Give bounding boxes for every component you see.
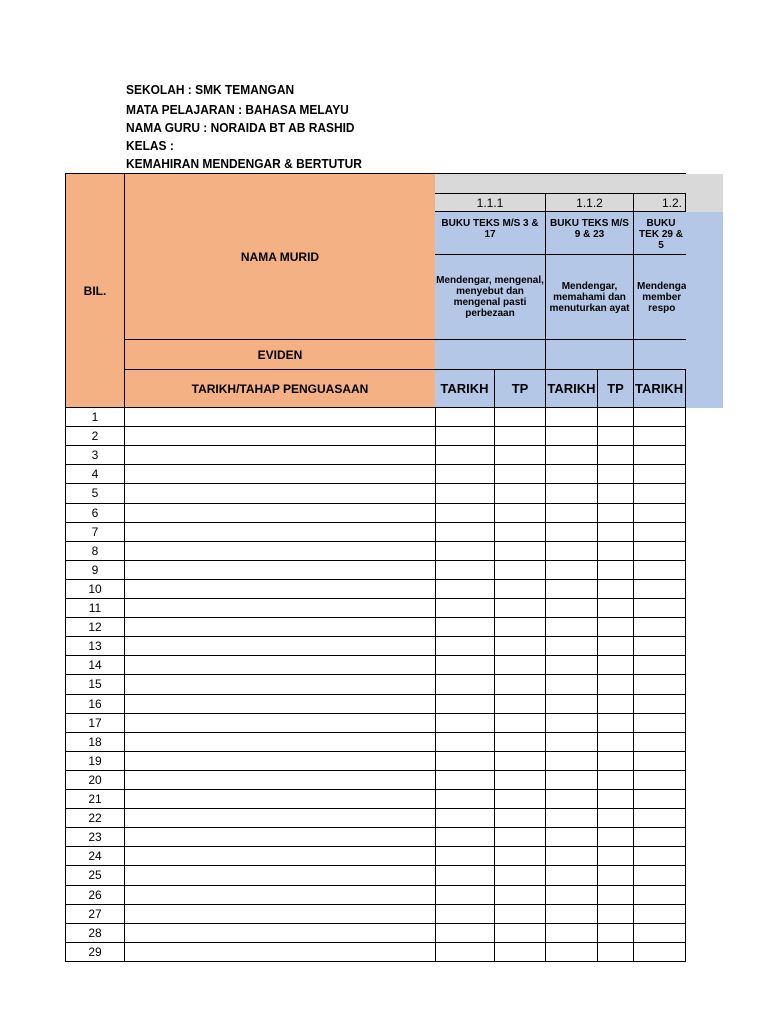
tp-cell-1[interactable]: [495, 426, 546, 446]
tp-cell-2[interactable]: [598, 942, 634, 962]
tarikh-cell-1[interactable]: [435, 560, 495, 580]
tarikh-cell-2[interactable]: [546, 617, 598, 637]
standard-code-2-text: 1.1.2: [576, 195, 603, 210]
tp-cell-2[interactable]: [598, 503, 634, 523]
tp-cell-1[interactable]: [495, 522, 546, 542]
standard-source-1-text: BUKU TEKS M/S 3 & 17: [441, 218, 539, 240]
tp-cell-2[interactable]: [598, 483, 634, 504]
row-number: 21: [88, 791, 102, 806]
tarikh-cell-3[interactable]: [634, 923, 686, 943]
row-number: 15: [88, 677, 102, 691]
standard-desc-3: [634, 255, 686, 340]
standard-source-3-text: BUKU TEK 29 & 5: [639, 218, 683, 251]
tp-cell-1[interactable]: [495, 827, 546, 847]
subject-label: MATA PELAJARAN : BAHASA MELAYU: [126, 102, 349, 117]
tarikh-tahap-text: TARIKH/TAHAP PENGUASAAN: [191, 381, 369, 396]
bil-cell: [65, 426, 125, 446]
row-number: 24: [88, 848, 102, 863]
row-number: 26: [88, 887, 102, 902]
nama-cell[interactable]: [125, 655, 436, 675]
tarikh-cell-3[interactable]: [634, 445, 686, 465]
tp-cell-2[interactable]: [598, 846, 634, 866]
standard-code-3-text: 1.2.: [662, 195, 683, 210]
tp-cell-1[interactable]: [495, 751, 546, 771]
tarikh-cell-2[interactable]: [546, 713, 598, 733]
nama-murid-text: NAMA MURID: [240, 249, 320, 264]
tarikh-cell-3[interactable]: [634, 808, 686, 828]
tarikh-cell-3[interactable]: [634, 598, 686, 618]
tp-cell-1[interactable]: [495, 407, 546, 427]
class-label: KELAS :: [126, 138, 174, 153]
bil-cell: [65, 483, 125, 504]
nama-cell[interactable]: [125, 636, 436, 656]
tarikh-cell-3[interactable]: [634, 885, 686, 905]
tarikh-cell-2[interactable]: [546, 522, 598, 542]
eviden-cell-3[interactable]: [634, 340, 686, 370]
tarikh-cell-2[interactable]: [546, 789, 598, 809]
tp-cell-2[interactable]: [598, 732, 634, 752]
school-label: SEKOLAH : SMK TEMANGAN: [126, 82, 295, 97]
bil-cell: [65, 636, 125, 656]
nama-cell[interactable]: [125, 846, 436, 866]
tarikh-cell-2[interactable]: [546, 426, 598, 446]
tp-cell-2[interactable]: [598, 579, 634, 599]
tarikh-cell-2[interactable]: [546, 598, 598, 618]
bil-cell: [65, 560, 125, 580]
tarikh-header-2: [546, 370, 598, 408]
tp-cell-1[interactable]: [495, 483, 546, 504]
tp-cell-1[interactable]: [495, 865, 546, 886]
bil-cell: [65, 579, 125, 599]
tp-cell-1[interactable]: [495, 560, 546, 580]
bil-cell: [65, 904, 125, 924]
tarikh-cell-3[interactable]: [634, 770, 686, 790]
nama-cell[interactable]: [125, 942, 436, 962]
row-number: 22: [88, 810, 102, 825]
eviden-cell-2[interactable]: [546, 340, 634, 370]
nama-cell[interactable]: [125, 579, 436, 599]
row-number: 11: [88, 600, 102, 615]
tp-cell-2[interactable]: [598, 655, 634, 675]
tarikh-header-3-text: TARIKH: [635, 381, 684, 396]
nama-cell[interactable]: [125, 674, 436, 695]
tp-header-1: [495, 370, 546, 408]
tp-header-2: [598, 370, 634, 408]
tp-cell-2[interactable]: [598, 885, 634, 905]
nama-cell[interactable]: [125, 598, 436, 618]
tp-cell-1[interactable]: [495, 598, 546, 618]
eviden-cell-1[interactable]: [435, 340, 546, 370]
tp-cell-1[interactable]: [495, 789, 546, 809]
row-number: 10: [88, 581, 102, 596]
tarikh-cell-2[interactable]: [546, 885, 598, 905]
row-number: 12: [88, 619, 102, 634]
nama-cell[interactable]: [125, 732, 436, 752]
tarikh-cell-2[interactable]: [546, 407, 598, 427]
tp-cell-2[interactable]: [598, 407, 634, 427]
bil-cell: [65, 942, 125, 962]
tp-cell-1[interactable]: [495, 655, 546, 675]
tarikh-cell-2[interactable]: [546, 942, 598, 962]
row-number: 3: [91, 447, 99, 462]
nama-cell[interactable]: [125, 445, 436, 465]
tp-cell-1[interactable]: [495, 503, 546, 523]
bil-cell: [65, 655, 125, 675]
bil-cell: [65, 694, 125, 714]
standard-source-1: [435, 212, 546, 255]
tarikh-cell-1[interactable]: [435, 483, 495, 504]
tp-cell-2[interactable]: [598, 751, 634, 771]
tarikh-cell-1[interactable]: [435, 694, 495, 714]
tp-cell-1[interactable]: [495, 541, 546, 561]
row-number: 2: [91, 428, 99, 443]
tarikh-cell-2[interactable]: [546, 808, 598, 828]
tarikh-cell-2[interactable]: [546, 674, 598, 695]
tarikh-cell-3[interactable]: [634, 541, 686, 561]
tarikh-cell-1[interactable]: [435, 808, 495, 828]
tp-cell-1[interactable]: [495, 942, 546, 962]
standard-source-2-text: BUKU TEKS M/S 9 & 23: [550, 218, 629, 240]
nama-cell[interactable]: [125, 751, 436, 771]
tarikh-cell-2[interactable]: [546, 694, 598, 714]
tarikh-cell-3[interactable]: [634, 713, 686, 733]
tp-cell-2[interactable]: [598, 426, 634, 446]
standard-code-1: [435, 194, 546, 212]
bil-cell: [65, 445, 125, 465]
row-number: 23: [88, 829, 102, 844]
row-number: 17: [88, 715, 102, 730]
tp-cell-1[interactable]: [495, 674, 546, 695]
tarikh-cell-1[interactable]: [435, 865, 495, 886]
tarikh-cell-3[interactable]: [634, 865, 686, 886]
tarikh-cell-3[interactable]: [634, 560, 686, 580]
tp-header-1-text: TP: [511, 381, 529, 396]
bil-cell: [65, 923, 125, 943]
standard-desc-2: [546, 255, 634, 340]
tarikh-cell-1[interactable]: [435, 713, 495, 733]
bil-cell: [65, 503, 125, 523]
tp-cell-1[interactable]: [495, 808, 546, 828]
tarikh-cell-1[interactable]: [435, 655, 495, 675]
tarikh-cell-2[interactable]: [546, 636, 598, 656]
tarikh-cell-3[interactable]: [634, 464, 686, 484]
nama-cell[interactable]: [125, 885, 436, 905]
row-number: 1: [91, 409, 99, 424]
tarikh-cell-2[interactable]: [546, 483, 598, 504]
tp-cell-2[interactable]: [598, 865, 634, 886]
bil-cell: [65, 617, 125, 637]
eviden-header: [125, 340, 436, 370]
tp-cell-2[interactable]: [598, 904, 634, 924]
tarikh-cell-3[interactable]: [634, 846, 686, 866]
tarikh-header-2-text: TARIKH: [547, 381, 596, 396]
tarikh-cell-2[interactable]: [546, 846, 598, 866]
tarikh-cell-1[interactable]: [435, 904, 495, 924]
tp-cell-2[interactable]: [598, 789, 634, 809]
tp-cell-2[interactable]: [598, 674, 634, 695]
tarikh-cell-1[interactable]: [435, 751, 495, 771]
teacher-label: NAMA GURU : NORAIDA BT AB RASHID: [126, 120, 355, 135]
bil-cell: [65, 598, 125, 618]
standards-top-strip: [435, 173, 686, 194]
bil-cell: [65, 407, 125, 427]
nama-cell[interactable]: [125, 541, 436, 561]
row-number: 20: [88, 772, 102, 787]
bil-cell: [65, 808, 125, 828]
tarikh-cell-1[interactable]: [435, 732, 495, 752]
standard-source-3: [634, 212, 686, 255]
nama-cell[interactable]: [125, 483, 436, 504]
bil-header-text: BIL.: [83, 283, 107, 298]
nama-murid-header: [125, 173, 436, 340]
row-number: 14: [88, 657, 102, 672]
row-number: 28: [88, 925, 102, 940]
bil-cell: [65, 827, 125, 847]
tarikh-cell-3[interactable]: [634, 655, 686, 675]
tarikh-cell-1[interactable]: [435, 942, 495, 962]
tarikh-cell-3[interactable]: [634, 503, 686, 523]
tarikh-cell-3[interactable]: [634, 483, 686, 504]
row-number: 4: [91, 466, 99, 481]
tarikh-cell-1[interactable]: [435, 445, 495, 465]
tp-cell-1[interactable]: [495, 923, 546, 943]
nama-cell[interactable]: [125, 827, 436, 847]
nama-cell[interactable]: [125, 789, 436, 809]
nama-cell[interactable]: [125, 560, 436, 580]
tarikh-cell-3[interactable]: [634, 904, 686, 924]
row-number: 9: [91, 562, 99, 577]
tp-cell-1[interactable]: [495, 885, 546, 905]
tarikh-cell-2[interactable]: [546, 560, 598, 580]
standard-code-1-text: 1.1.1: [476, 195, 504, 210]
tp-cell-1[interactable]: [495, 904, 546, 924]
tp-cell-1[interactable]: [495, 636, 546, 656]
nama-cell[interactable]: [125, 426, 436, 446]
standard-desc-2-text: Mendengar, memahami dan menuturkan ayat: [549, 280, 630, 314]
row-number: 7: [91, 524, 99, 539]
tp-cell-1[interactable]: [495, 464, 546, 484]
row-number: 18: [88, 734, 102, 749]
row-number: 5: [91, 486, 99, 500]
tarikh-cell-1[interactable]: [435, 407, 495, 427]
tarikh-cell-3[interactable]: [634, 942, 686, 962]
tarikh-cell-2[interactable]: [546, 865, 598, 886]
bil-cell: [65, 846, 125, 866]
nama-cell[interactable]: [125, 770, 436, 790]
tarikh-cell-2[interactable]: [546, 541, 598, 561]
tarikh-cell-2[interactable]: [546, 655, 598, 675]
nama-cell[interactable]: [125, 522, 436, 542]
tp-cell-2[interactable]: [598, 464, 634, 484]
tarikh-cell-1[interactable]: [435, 770, 495, 790]
tp-cell-2[interactable]: [598, 522, 634, 542]
nama-cell[interactable]: [125, 503, 436, 523]
tp-cell-1[interactable]: [495, 713, 546, 733]
tarikh-cell-2[interactable]: [546, 923, 598, 943]
tarikh-cell-1[interactable]: [435, 426, 495, 446]
tp-cell-2[interactable]: [598, 445, 634, 465]
nama-cell[interactable]: [125, 617, 436, 637]
tp-cell-2[interactable]: [598, 636, 634, 656]
tarikh-cell-3[interactable]: [634, 407, 686, 427]
tp-cell-2[interactable]: [598, 770, 634, 790]
tarikh-cell-1[interactable]: [435, 541, 495, 561]
row-number: 29: [88, 944, 102, 959]
tarikh-cell-2[interactable]: [546, 445, 598, 465]
tarikh-cell-2[interactable]: [546, 579, 598, 599]
tarikh-cell-3[interactable]: [634, 827, 686, 847]
bil-cell: [65, 713, 125, 733]
row-number: 16: [88, 696, 102, 711]
tarikh-tahap-header: [125, 370, 436, 408]
nama-cell[interactable]: [125, 464, 436, 484]
tarikh-cell-2[interactable]: [546, 770, 598, 790]
bil-cell: [65, 789, 125, 809]
tarikh-cell-1[interactable]: [435, 522, 495, 542]
bil-cell: [65, 732, 125, 752]
nama-cell[interactable]: [125, 923, 436, 943]
tarikh-cell-1[interactable]: [435, 503, 495, 523]
standard-code-3: [634, 194, 686, 212]
tarikh-cell-3[interactable]: [634, 674, 686, 695]
tp-cell-1[interactable]: [495, 770, 546, 790]
tarikh-cell-1[interactable]: [435, 923, 495, 943]
bil-cell: [65, 770, 125, 790]
row-number: 27: [88, 906, 102, 921]
tarikh-cell-2[interactable]: [546, 904, 598, 924]
nama-cell[interactable]: [125, 407, 436, 427]
tarikh-cell-1[interactable]: [435, 846, 495, 866]
tp-cell-2[interactable]: [598, 808, 634, 828]
standard-desc-3-text: Mendenga member respo: [637, 280, 686, 314]
nama-cell[interactable]: [125, 904, 436, 924]
tarikh-cell-3[interactable]: [634, 789, 686, 809]
tp-cell-1[interactable]: [495, 579, 546, 599]
nama-cell[interactable]: [125, 808, 436, 828]
tp-cell-2[interactable]: [598, 694, 634, 714]
tp-cell-2[interactable]: [598, 827, 634, 847]
bil-cell: [65, 674, 125, 695]
bil-cell: [65, 541, 125, 561]
bil-cell: [65, 522, 125, 542]
tarikh-cell-1[interactable]: [435, 579, 495, 599]
standard-source-2: [546, 212, 634, 255]
tp-cell-2[interactable]: [598, 713, 634, 733]
tarikh-cell-1[interactable]: [435, 617, 495, 637]
bil-cell: [65, 885, 125, 905]
tarikh-cell-3[interactable]: [634, 579, 686, 599]
tarikh-cell-3[interactable]: [634, 694, 686, 714]
tarikh-cell-1[interactable]: [435, 636, 495, 656]
tp-cell-1[interactable]: [495, 445, 546, 465]
row-number: 19: [88, 753, 102, 768]
tarikh-cell-2[interactable]: [546, 503, 598, 523]
row-number: 8: [91, 543, 99, 558]
tarikh-cell-2[interactable]: [546, 827, 598, 847]
bil-cell: [65, 751, 125, 771]
bil-header: [65, 173, 125, 408]
tp-cell-1[interactable]: [495, 732, 546, 752]
tp-cell-2[interactable]: [598, 560, 634, 580]
tarikh-cell-1[interactable]: [435, 789, 495, 809]
tp-header-2-text: TP: [607, 381, 624, 396]
tarikh-cell-2[interactable]: [546, 464, 598, 484]
row-number: 13: [88, 638, 102, 653]
tarikh-cell-3[interactable]: [634, 426, 686, 446]
bil-cell: [65, 865, 125, 886]
tp-cell-2[interactable]: [598, 598, 634, 618]
tp-cell-2[interactable]: [598, 617, 634, 637]
tarikh-cell-3[interactable]: [634, 732, 686, 752]
tp-cell-2[interactable]: [598, 923, 634, 943]
tarikh-cell-3[interactable]: [634, 751, 686, 771]
row-number: 25: [88, 868, 102, 882]
tp-cell-2[interactable]: [598, 541, 634, 561]
tarikh-cell-1[interactable]: [435, 464, 495, 484]
nama-cell[interactable]: [125, 713, 436, 733]
tarikh-cell-3[interactable]: [634, 617, 686, 637]
skill-label: KEMAHIRAN MENDENGAR & BERTUTUR: [126, 156, 362, 171]
tarikh-cell-1[interactable]: [435, 674, 495, 695]
tarikh-cell-2[interactable]: [546, 732, 598, 752]
tarikh-header-3: [634, 370, 686, 408]
tp-cell-1[interactable]: [495, 617, 546, 637]
tarikh-header-1-text: TARIKH: [440, 381, 489, 396]
eviden-text: EVIDEN: [257, 347, 303, 362]
tp-cell-1[interactable]: [495, 846, 546, 866]
nama-cell[interactable]: [125, 694, 436, 714]
bil-cell: [65, 464, 125, 484]
tarikh-cell-1[interactable]: [435, 827, 495, 847]
tarikh-cell-1[interactable]: [435, 598, 495, 618]
tarikh-cell-3[interactable]: [634, 636, 686, 656]
tp-cell-1[interactable]: [495, 694, 546, 714]
standard-desc-1: [435, 255, 546, 340]
tarikh-cell-3[interactable]: [634, 522, 686, 542]
tarikh-header-1: [435, 370, 495, 408]
nama-cell[interactable]: [125, 865, 436, 886]
tarikh-cell-2[interactable]: [546, 751, 598, 771]
standard-code-2: [546, 194, 634, 212]
row-number: 6: [91, 505, 99, 520]
standard-desc-1-text: Mendengar, mengenal, menyebut dan mengenal pasti perbezaan: [436, 275, 544, 319]
tarikh-cell-1[interactable]: [435, 885, 495, 905]
